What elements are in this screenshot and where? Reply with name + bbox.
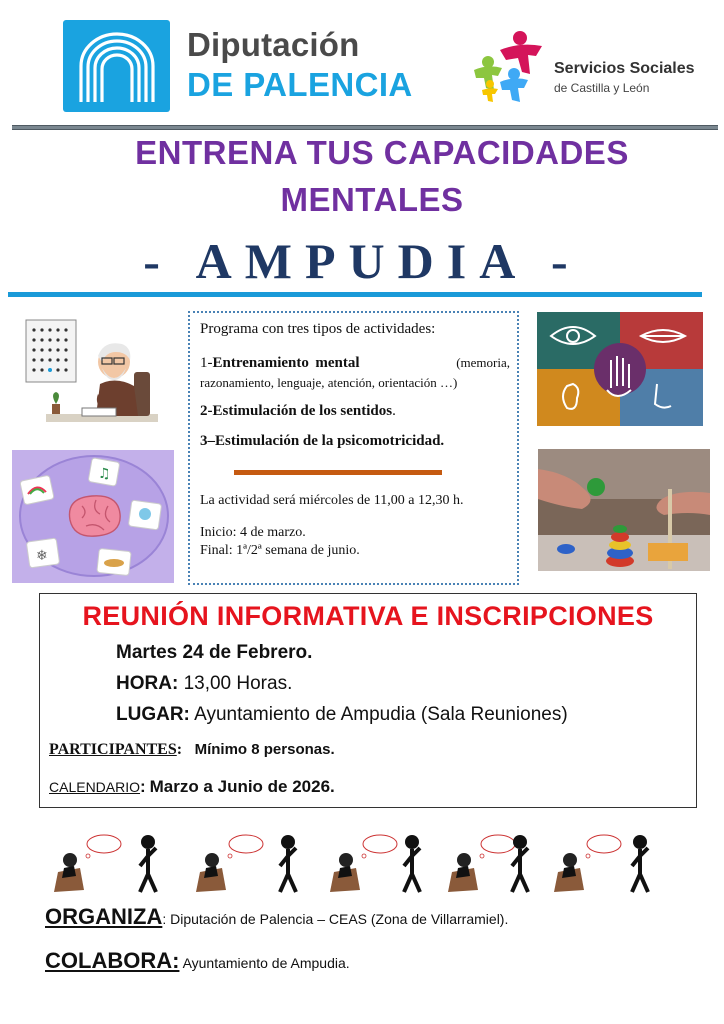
main-title-line2: MENTALES — [280, 181, 464, 218]
participants-colon: : — [176, 741, 183, 758]
participants-label: PARTICIPANTES — [49, 741, 177, 758]
program-item-2 — [200, 403, 396, 420]
svg-text:❄: ❄ — [36, 548, 48, 564]
elderly-man-puzzle-illustration — [12, 314, 162, 432]
meeting-box — [39, 593, 697, 808]
meeting-place-label: LUGAR: — [116, 704, 190, 725]
program-intro: Programa con tres tipos de actividades: — [200, 321, 436, 337]
town-title: - AMPUDIA - — [143, 233, 581, 289]
program-item-3: 3–Estimulación de la psicomotricidad. — [200, 433, 445, 449]
servicios-sociales-name: Servicios Sociales — [554, 60, 695, 77]
meeting-hour-value: 13,00 Horas. — [183, 673, 293, 694]
thinking-stickman-icon — [508, 832, 534, 896]
participants-value: Mínimo 8 personas. — [194, 741, 335, 758]
program-item-2-text: 2-Estimulación de los sentidos — [200, 403, 393, 419]
calendar — [49, 777, 335, 797]
program-start: Inicio: 4 de marzo. — [200, 525, 306, 540]
puzzled-figure-icon — [444, 832, 518, 896]
thinking-stickman-icon — [276, 832, 302, 896]
puzzled-figure-icon — [326, 832, 400, 896]
calendar-label: CALENDARIO — [49, 779, 141, 795]
thinking-stickman-icon — [628, 832, 654, 896]
meeting-place — [116, 704, 568, 726]
puzzled-figure-icon — [550, 832, 624, 896]
diputacion-emblem-icon — [63, 20, 170, 112]
program-end: Final: 1ª/2ª semana de junio. — [200, 543, 360, 558]
diputacion-name: Diputación — [187, 26, 360, 63]
organizer-label: ORGANIZA — [45, 904, 163, 929]
puzzled-figure-icon — [50, 832, 124, 896]
meeting-hour-label: HORA: — [116, 673, 179, 694]
main-title-line1: ENTRENA TUS CAPACIDADES — [135, 134, 629, 171]
puzzled-figure-icon — [192, 832, 266, 896]
thinking-figures-row — [50, 832, 670, 900]
organizer — [45, 904, 508, 930]
program-schedule: La actividad será miércoles de 11,00 a 12,30 h. — [200, 493, 464, 508]
participants — [49, 741, 335, 759]
title-divider — [8, 292, 702, 297]
servicios-sociales-region: de Castilla y León — [554, 81, 650, 95]
program-item-2-dot: . — [392, 403, 396, 419]
organizer-value: : Diputación de Palencia – CEAS (Zona de Villarramiel). — [162, 911, 509, 927]
header-divider — [12, 125, 718, 130]
program-item-1-number: 1- — [200, 355, 213, 371]
program-item-1-detail: (memoria, razonamiento, lenguaje, atención, orientación …) — [200, 355, 511, 390]
people-figures-icon — [470, 28, 554, 108]
meeting-date: Martes 24 de Febrero. — [116, 642, 313, 663]
program-box — [188, 311, 519, 585]
diputacion-logo — [63, 20, 423, 112]
program-divider — [234, 470, 442, 475]
brain-cards-illustration — [12, 450, 174, 583]
thinking-stickman-icon — [400, 832, 426, 896]
meeting-title: REUNIÓN INFORMATIVA E INSCRIPCIONES — [82, 601, 654, 631]
svg-text:♫: ♫ — [98, 466, 111, 482]
servicios-sociales-logo — [470, 28, 710, 118]
diputacion-province: DE PALENCIA — [187, 66, 413, 103]
program-item-1-title: Entrenamiento mental — [212, 355, 360, 371]
collaborator-value: Ayuntamiento de Ampudia. — [182, 955, 350, 971]
meeting-place-value: Ayuntamiento de Ampudia (Sala Reuniones) — [194, 704, 568, 725]
collaborator — [45, 948, 350, 974]
calendar-value: Marzo a Junio de 2026. — [149, 777, 335, 796]
calendar-colon: : — [140, 777, 146, 796]
meeting-hour — [116, 673, 292, 695]
senses-grid-illustration — [537, 312, 703, 426]
thinking-stickman-icon — [136, 832, 162, 896]
program-item-1 — [200, 353, 510, 393]
collaborator-label: COLABORA: — [45, 948, 180, 973]
hands-stacking-toys-photo — [538, 449, 710, 571]
